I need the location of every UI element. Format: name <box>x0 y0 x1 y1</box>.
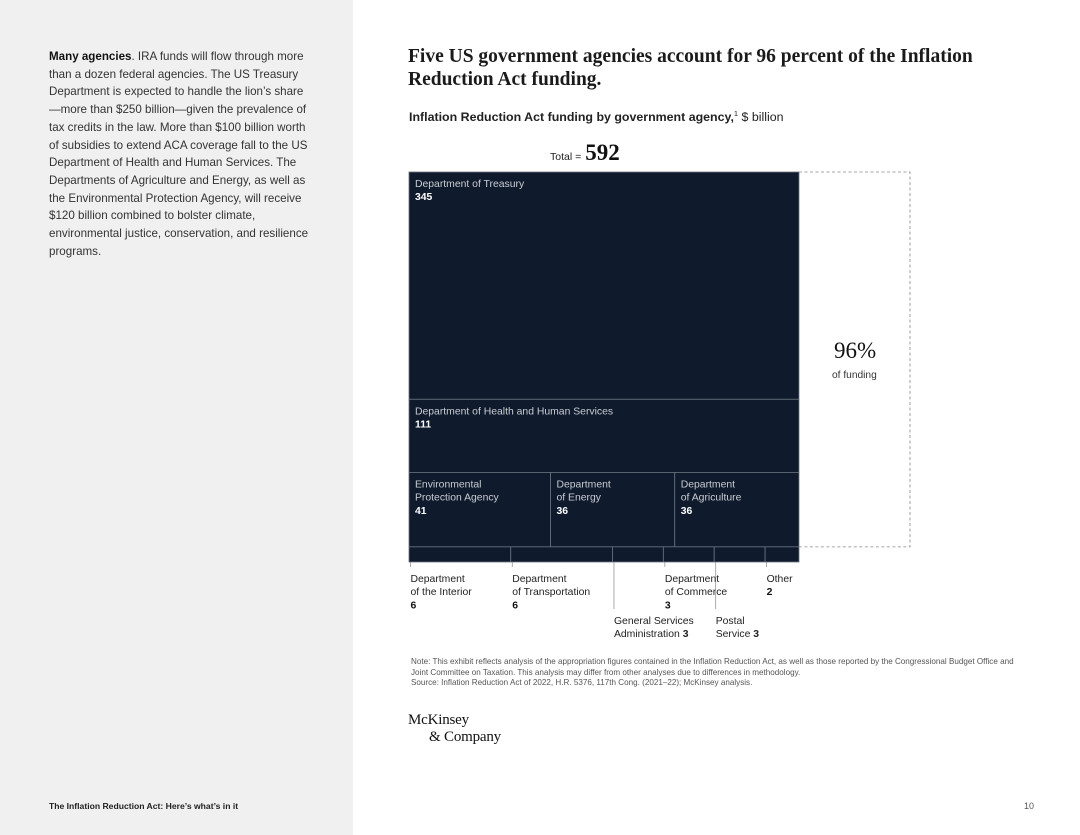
chart-headline: Five US government agencies account for 96 percent of the Inflation Reduction Act funding. <box>408 46 973 90</box>
tile-value-department-of-health-and-human-services: 111 <box>415 419 432 431</box>
logo-line-1: McKinsey <box>408 712 469 728</box>
total-label: Total = <box>550 151 582 163</box>
sidebar-lead: Many agencies <box>49 50 132 63</box>
outside-value-department-of-the-interior: 6 <box>410 600 417 612</box>
outside-label-department-of-transportation-1: of Transportation <box>512 587 591 599</box>
tile-label-department-of-health-and-human-services-0: Department of Health and Human Services <box>415 406 614 418</box>
tile-value-environmental-protection-agency: 41 <box>415 505 427 517</box>
tile-label-environmental-protection-agency-1: Protection Agency <box>415 492 499 504</box>
outside-value-other: 2 <box>766 587 773 599</box>
outside-label-general-services-administration-0: General Services <box>613 616 694 627</box>
sidebar-body: . IRA funds will flow through more than a dozen federal agencies. The US Treasury Department is expected to handle the lion’s share—more than $250 billion—given the prevalence of tax credits in the law. More than $100 billion worth of subsidies to extend ACA coverage fall to the US Department of Health and Human Services. The Departments of Agriculture and Energy, as well as the Environmental Protection Agency, will receive $120 billion combined to bolster climate, environmental justice, conservation, and resilience programs. <box>49 50 309 258</box>
subtitle-title: Inflation Reduction Act funding by government agency, <box>409 110 734 125</box>
tile-label-department-of-energy-0: Department <box>556 479 611 491</box>
outside-label-department-of-commerce-1: of Commerce <box>664 587 728 599</box>
chart-footnote <box>411 657 1031 689</box>
total-value: 592 <box>585 140 620 165</box>
outside-label-department-of-the-interior-0: Department <box>410 574 465 585</box>
footnote-marker: 1 <box>733 109 739 118</box>
outside-value-postal-service: 3 <box>750 629 760 641</box>
outside-value-department-of-commerce: 3 <box>664 600 671 612</box>
treemap-rect-other <box>765 547 799 562</box>
tile-label-environmental-protection-agency-0: Environmental <box>415 479 482 491</box>
outside-label-postal-service-1: Service 3 <box>715 629 760 641</box>
mckinsey-logo <box>408 712 501 746</box>
treemap-rect-department-of-transportation <box>511 547 613 562</box>
treemap-rect-department-of-commerce <box>663 547 714 562</box>
tile-label-department-of-energy-1: of Energy <box>556 492 601 504</box>
share-label: of funding <box>832 370 877 381</box>
outside-label-postal-service-0: Postal <box>715 616 745 627</box>
tile-value-department-of-agriculture: 36 <box>680 505 693 517</box>
tile-value-department-of-energy: 36 <box>556 505 569 517</box>
treemap-rect-department-of-the-interior <box>409 547 511 562</box>
treemap-rect-department-of-treasury <box>409 172 799 399</box>
footer-title: The Inflation Reduction Act: Here’s what’s in it <box>49 801 239 811</box>
share-percent: 96% <box>834 338 877 363</box>
outside-value-general-services-administration: 3 <box>679 629 689 641</box>
source-text: Source: Inflation Reduction Act of 2022, H.R. 5376, 117th Cong. (2021–22); McKinsey analysis. <box>411 678 753 688</box>
note-text: Note: This exhibit reflects analysis of the appropriation figures contained in the Inflation Reduction Act, as well as those reported by the Congressional Budget Office and Joint Committee on Taxation. This analysis may differ from other analyses due to differences in methodology. <box>411 657 1014 677</box>
treemap-rect-postal-service <box>714 547 765 562</box>
outside-label-department-of-transportation-0: Department <box>512 574 567 585</box>
outside-label-department-of-the-interior-1: of the Interior <box>410 587 472 599</box>
tile-label-department-of-agriculture-0: Department <box>680 479 736 491</box>
outside-label-other-0: Other <box>766 574 793 585</box>
outside-value-department-of-transportation: 6 <box>512 600 519 612</box>
tile-label-department-of-agriculture-1: of Agriculture <box>680 492 742 504</box>
outside-label-department-of-commerce-0: Department <box>664 574 720 585</box>
tile-label-department-of-treasury-0: Department of Treasury <box>415 179 525 190</box>
subtitle-unit: $ billion <box>738 110 784 125</box>
logo-line-2: & Company <box>429 729 501 745</box>
outside-label-general-services-administration-1: Administration 3 <box>613 629 689 641</box>
treemap-rect-general-services-administration <box>612 547 663 562</box>
tile-value-department-of-treasury: 345 <box>415 192 433 204</box>
page-number: 10 <box>1023 801 1034 811</box>
